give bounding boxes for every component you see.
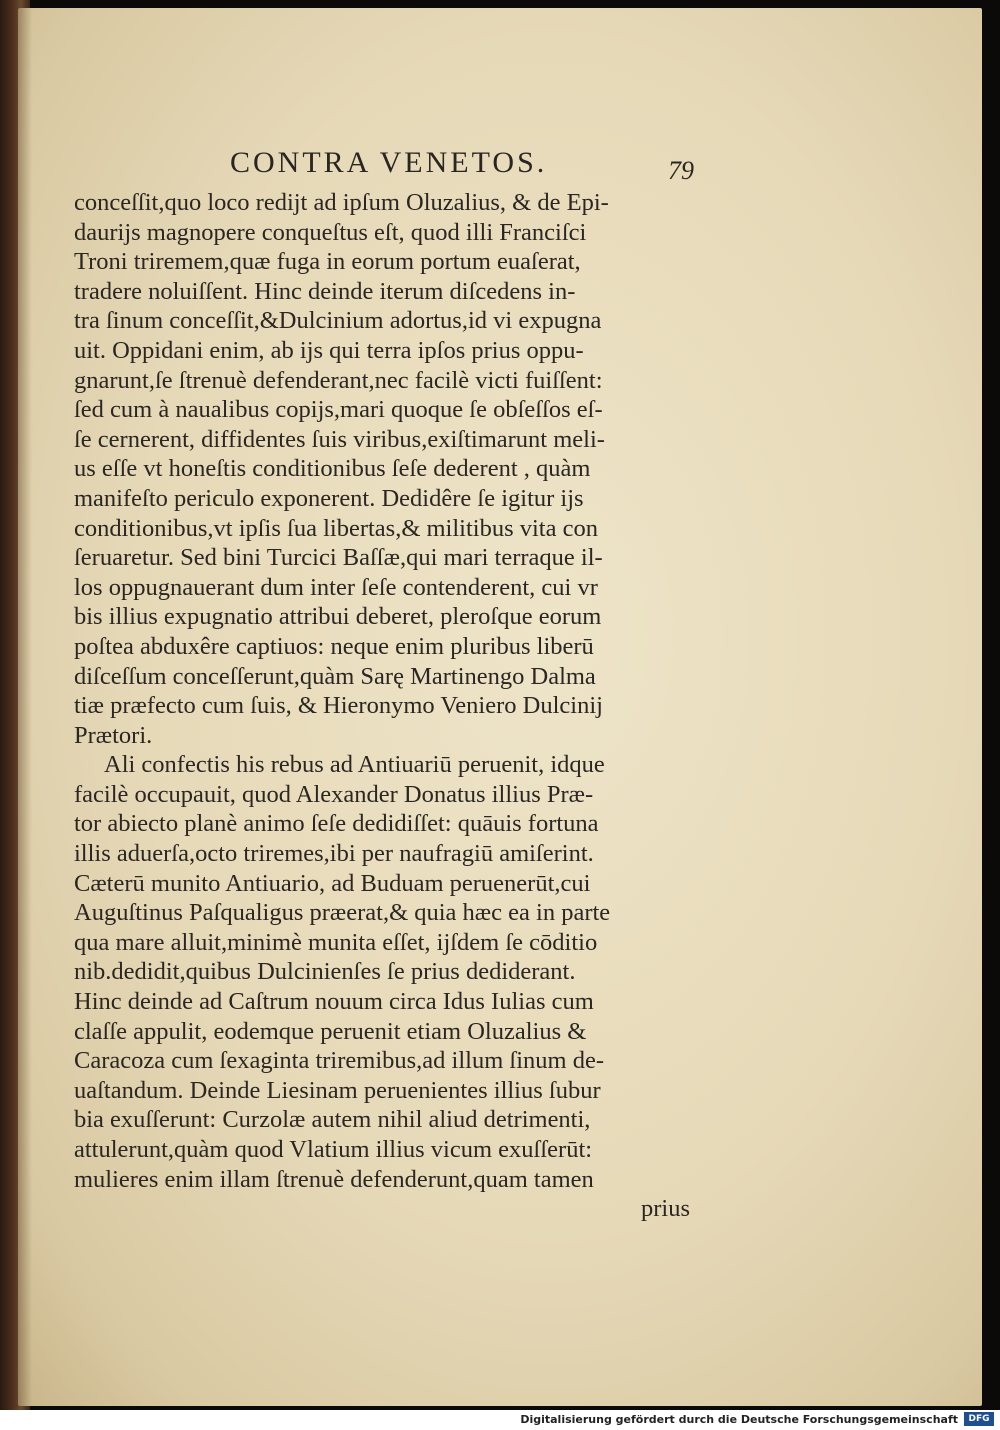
text-line: Auguſtinus Paſqualigus præerat,& quia hæc ea in parte	[74, 899, 611, 927]
text-line: Prætori.	[74, 721, 153, 749]
text-line: Troni triremem,quæ fuga in eorum portum euaſerat,	[74, 248, 581, 276]
text-line: ſed cum à naualibus copijs,mari quoque ſe obſeſſos eſ-	[74, 396, 603, 424]
text-line: nib.dedidit,quibus Dulcinienſes ſe prius dediderant.	[74, 958, 576, 986]
text-line: attulerunt,quàm quod Vlatium illius vicum exuſſerūt:	[74, 1136, 593, 1163]
catchword: prius	[641, 1195, 690, 1223]
dfg-logo: DFG	[964, 1412, 994, 1426]
text-line: tra ſinum conceſſit,&Dulcinium adortus,id vi expugna	[74, 307, 602, 335]
text-line: diſceſſum conceſſerunt,quàm Sarę Martinengo Dalma	[74, 662, 596, 690]
running-head: CONTRA VENETOS.	[230, 146, 548, 179]
text-line: Hinc deinde ad Caſtrum nouum circa Idus Iulias cum	[74, 988, 594, 1016]
paragraph-start-line: Ali confectis his rebus ad Antiuariū peruenit, idque	[104, 751, 605, 779]
text-line: gnarunt,ſe ſtrenuè defenderant,nec facilè victi fuiſſent:	[74, 366, 603, 394]
page-number: 79	[668, 156, 694, 185]
text-line: ſeruaretur. Sed bini Turcici Baſſæ,qui mari terraque il-	[74, 544, 603, 572]
text-line: ſe cernerent, diffidentes ſuis viribus,exiſtimarunt meli-	[74, 425, 605, 453]
text-line: daurijs magnopere conqueſtus eſt, quod illi Franciſci	[74, 218, 587, 246]
page-gutter-shadow	[18, 8, 32, 1406]
text-line: qua mare alluit,minimè munita eſſet, ijſdem ſe cōditio	[74, 928, 598, 956]
body-text	[74, 188, 714, 1224]
text-line: illis aduerſa,octo triremes,ibi per naufragiū amiſerint.	[74, 840, 594, 868]
text-line: poſtea abduxêre captiuos: neque enim pluribus liberū	[74, 632, 594, 660]
digitization-credit: Digitalisierung gefördert durch die Deutsche Forschungsgemeinschaft	[520, 1413, 958, 1426]
text-line: tiæ præfecto cum ſuis, & Hieronymo Veniero Dulcinij	[74, 692, 603, 720]
text-line: facilè occupauit, quod Alexander Donatus illius Præ-	[74, 780, 594, 808]
text-line: conceſſit,quo loco redijt ad ipſum Oluzalius, & de Epi-	[74, 189, 609, 216]
text-line: conditionibus,vt ipſis ſua libertas,& militibus vita con	[74, 514, 598, 542]
text-line: manifeſto periculo exponerent. Dedidêre ſe igitur ijs	[74, 484, 584, 512]
text-line: claſſe appulit, eodemque peruenit etiam Oluzalius &	[74, 1017, 587, 1045]
text-line: Caracoza cum ſexaginta triremibus,ad illum ſinum de-	[74, 1047, 604, 1075]
text-line: uit. Oppidani enim, ab ijs qui terra ipſos prius oppu-	[74, 336, 584, 364]
text-line: us eſſe vt honeſtis conditionibus ſeſe dederent , quàm	[74, 455, 591, 483]
text-line: tor abiecto planè animo ſeſe dedidiſſet: quāuis fortuna	[74, 810, 599, 838]
text-line: tradere noluiſſent. Hinc deinde iterum diſcedens in-	[74, 277, 576, 305]
text-line: uaſtandum. Deinde Liesinam peruenientes illius ſubur	[74, 1076, 601, 1104]
text-line: los oppugnauerant dum inter ſeſe contenderent, cui vr	[74, 573, 598, 601]
text-line: mulieres enim illam ſtrenuè defenderunt,quam tamen	[74, 1165, 594, 1193]
text-line: bia exuſſerunt: Curzolæ autem nihil aliud detrimenti,	[74, 1106, 591, 1134]
text-line: bis illius expugnatio attribui deberet, pleroſque eorum	[74, 603, 602, 631]
text-line: Cæterū munito Antiuario, ad Buduam peruenerūt,cui	[74, 869, 591, 897]
